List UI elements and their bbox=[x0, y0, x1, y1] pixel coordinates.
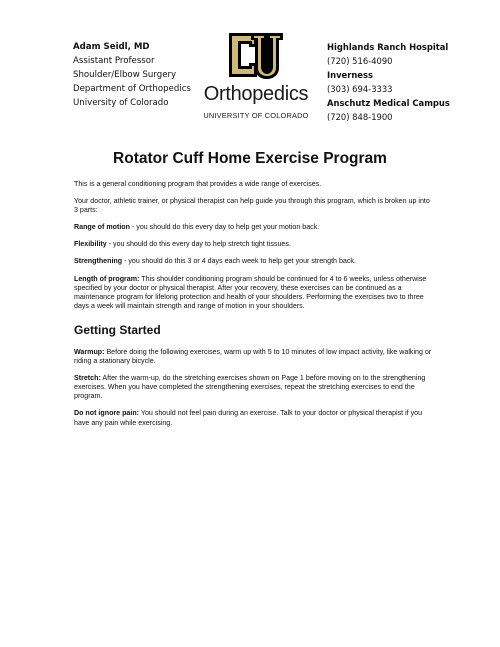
cu-logo-icon bbox=[227, 30, 285, 80]
part-term: Flexibility bbox=[74, 240, 107, 249]
physician-department: Department of Orthopedics bbox=[73, 84, 191, 94]
part-text: - you should do this every day to help get your motion back. bbox=[129, 223, 320, 232]
item-term: Warmup: bbox=[74, 347, 105, 356]
program-part bbox=[74, 223, 432, 232]
document-title: Rotator Cuff Home Exercise Program bbox=[113, 150, 387, 167]
intro-paragraph: Your doctor, athletic trainer, or physical therapist can help guide you through this program, which is broken up into 3 parts: bbox=[74, 197, 430, 215]
document-body bbox=[74, 180, 432, 436]
getting-started-item bbox=[74, 348, 432, 366]
part-text: - you should do this every day to help stretch tight tissues. bbox=[106, 240, 291, 249]
location-phone: (720) 516-4090 bbox=[327, 56, 393, 66]
logo-department-text: Orthopedics bbox=[203, 83, 309, 105]
physician-specialty: Shoulder/Elbow Surgery bbox=[73, 70, 177, 80]
locations-contact-block bbox=[327, 40, 450, 124]
item-text: You should not feel pain during an exercise. Talk to your doctor or physical therapist if you have any pain while exercising. bbox=[74, 409, 423, 427]
location-name: Anschutz Medical Campus bbox=[327, 98, 450, 108]
part-term: Strengthening bbox=[74, 257, 123, 266]
length-paragraph bbox=[74, 275, 432, 311]
location-phone: (303) 694-3333 bbox=[327, 84, 393, 94]
location-phone: (720) 848-1900 bbox=[327, 112, 393, 122]
program-part bbox=[74, 240, 432, 249]
logo-university-text: UNIVERSITY OF COLORADO bbox=[203, 111, 309, 120]
physician-name: Adam Seidl, MD bbox=[73, 42, 150, 52]
location-name: Highlands Ranch Hospital bbox=[327, 42, 449, 52]
physician-university: University of Colorado bbox=[73, 98, 169, 108]
getting-started-item bbox=[74, 374, 432, 401]
item-term: Do not ignore pain: bbox=[74, 409, 140, 418]
cu-orthopedics-logo bbox=[200, 30, 312, 122]
physician-title: Assistant Professor bbox=[73, 56, 155, 66]
part-term: Range of motion bbox=[74, 223, 130, 232]
length-text: This shoulder conditioning program should be continued for 4 to 6 weeks, unless otherwise specified by your doctor or physical therapist. After your recovery, these exercises can be continued as a maintenance program for lifelong protection and health of your shoulders. Performing the exercises two to three days a week will maintain strength and range of motion in your shoulders. bbox=[74, 274, 427, 310]
item-text: Before doing the following exercises, warm up with 5 to 10 minutes of low impact activity, like walking or riding a stationary bicycle. bbox=[74, 347, 432, 366]
getting-started-item bbox=[74, 409, 432, 427]
length-term: Length of program: bbox=[74, 274, 140, 283]
program-part bbox=[74, 257, 432, 266]
section-heading: Getting Started bbox=[74, 322, 161, 337]
intro-paragraph: This is a general conditioning program that provides a wide range of exercises. bbox=[74, 180, 322, 188]
item-term: Stretch: bbox=[74, 374, 101, 383]
part-text: - you should do this 3 or 4 days each week to help get your strength back. bbox=[122, 257, 356, 266]
location-name: Inverness bbox=[327, 70, 373, 80]
item-text: After the warm-up, do the stretching exercises shown on Page 1 before moving on to the strengthening exercises. When you have completed the strengthening exercises, repeat the stretching exercises to end the program. bbox=[74, 374, 426, 401]
physician-contact-block bbox=[73, 40, 191, 110]
